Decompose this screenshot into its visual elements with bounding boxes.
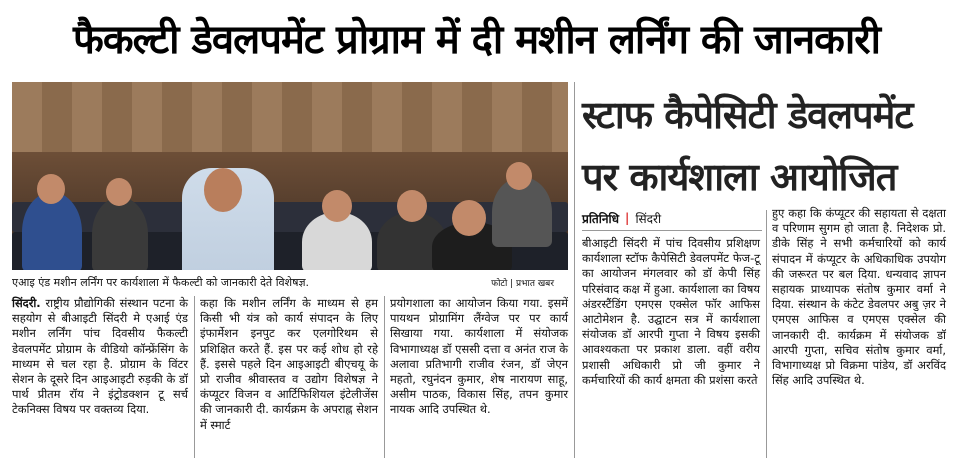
audience-head — [106, 178, 132, 206]
photo-wall — [12, 82, 568, 152]
story1-text-1: राष्ट्रीय प्रौद्योगिकी संस्थान पटना के सहयोग से बीआइटी सिंदरी मे एआई एंड मशीन लर्निंग पांच दिवसीय फैकल्टी डेवलपमेंट प्रोग्राम के वीडियो कॉन्फ्रेंसिंग के माध्यम से चल रहा है. प्रोग्राम के विंटर सेशन के दूसरे दिन आइआइटी रुड़की के डॉ पार्थ प्रीतम रॉय ने इंट्रोडक्शन टू सर्च टेकनिक्स विषय पर वक्तव्य दिया. — [12, 296, 188, 417]
dateline: सिंदरी. — [12, 296, 41, 310]
photo-caption: एआइ एंड मशीन लर्निंग पर कार्यशाला में फैकल्टी को जानकारी देते विशेषज्ञ. — [12, 275, 310, 289]
story1-column-2 — [200, 296, 378, 433]
audience-member — [92, 197, 148, 270]
audience-head — [397, 190, 427, 222]
column-rule — [194, 296, 195, 458]
story2-column-1 — [582, 236, 760, 388]
news-photo — [12, 82, 568, 270]
main-headline: फैकल्टी डेवलपमेंट प्रोग्राम में दी मशीन लर्निंग की जानकारी — [73, 16, 880, 63]
audience-head — [452, 200, 486, 236]
byline-rule — [582, 230, 762, 231]
photo-caption-bar — [12, 272, 568, 292]
column-rule — [766, 210, 767, 458]
speaker-head — [204, 168, 242, 212]
story-divider — [574, 82, 575, 458]
column-rule — [384, 296, 385, 458]
story1-column-1 — [12, 296, 188, 418]
byline-place: सिंदरी — [635, 211, 662, 226]
story2-column-2 — [772, 206, 946, 388]
audience-head — [506, 162, 532, 190]
story2-headline: स्टाफ कैपेसिटी डेवलपमेंट पर कार्यशाला आयोजित — [582, 93, 913, 199]
audience-head — [37, 174, 65, 204]
story2-text-2: हुए कहा कि कंप्यूटर की सहायता से दक्षता व परिणाम सुगम हो जाता है. निदेशक प्रो. डीके सिंह ने सभी कर्मचारियों को कार्य संपादन में कंप्यूटर के अधिकाधिक उपयोग की जरूरत पर बल दिया. धन्यवाद ज्ञापन सहायक प्राध्यापक संतोष कुमार वर्मा ने दिया. संस्थान के कंटेट डेवलपर अबु ज़र ने एमएस आफिस व एमएस एक्सेल की जानकारी दी. कार्यक्रम में संयोजक डॉ आरपी गुप्ता, सचिव संतोष कुमार वर्मा, विभागाध्यक्ष प्रो विक्रमा पांडेय, डॉ अरविंद सिंह आदि उपस्थित थे. — [772, 206, 946, 388]
photo-credit: फोटो | प्रभात खबर — [491, 278, 554, 289]
story1-column-3 — [390, 296, 568, 418]
story2-byline — [582, 208, 768, 228]
story1-text-2: कहा कि मशीन लर्निंग के माध्यम से हम किसी भी यंत्र को कार्य संपादन के लिए इंफार्मेशन इनपुट कर एलगोरिथम से प्रशिक्षित करते हैं. इस पर कई शोध हो रहे हैं. इससे पहले दिन आइआइटी बीएचयू के प्रो राजीव श्रीवास्तव व उद्योग विशेषज्ञ ने कंप्यूटर विजन व आर्टिफिशियल इंटेलीजेंस की जानकारी दी. कार्यक्रम के अपराह्न सेशन में स्मार्ट — [200, 296, 378, 432]
byline-separator: | — [625, 211, 630, 225]
story2-text-1: बीआइटी सिंदरी में पांच दिवसीय प्रशिक्षण कार्यशाला स्टॉफ कैपेसिटी डेवलपमेंट फेज-टू का आयोजन मंगलवार को डॉ केपी सिंह परिसंवाद कक्ष में हुआ. कार्यशाला का विषय अंडरस्टैंडिंग एमएस एक्सेल फॉर आफिस आटोमेशन है. उद्घाटन सत्र में कार्यशाला संयोजक डॉ आरपी गुप्ता ने विषय इसकी आवश्यकता पर प्रकाश डाला. वहीं वरीय प्रशासी अधिकारी प्रो जी कुमार ने कर्मचारियों की कार्य क्षमता की प्रशंसा करते — [582, 236, 760, 387]
story1-text-3: प्रयोगशाला का आयोजन किया गया. इसमें पायथन प्रोग्रामिंग लैंग्वेज पर पर कार्य सिखाया गया. कार्यशाला में संयोजक विभागाध्यक्ष डॉ एससी दत्ता व अनंत राज के अलावा प्रतिभागी राजीव रंजन, डॉ जेएन महतो, रघुनंदन कुमार, शेष नारायण साहू, असीम पाठक, विकास सिंह, तपन कुमार नायक आदि उपस्थित थे. — [390, 296, 568, 417]
audience-head — [322, 190, 352, 222]
byline-author: प्रतिनिधि — [582, 211, 620, 226]
